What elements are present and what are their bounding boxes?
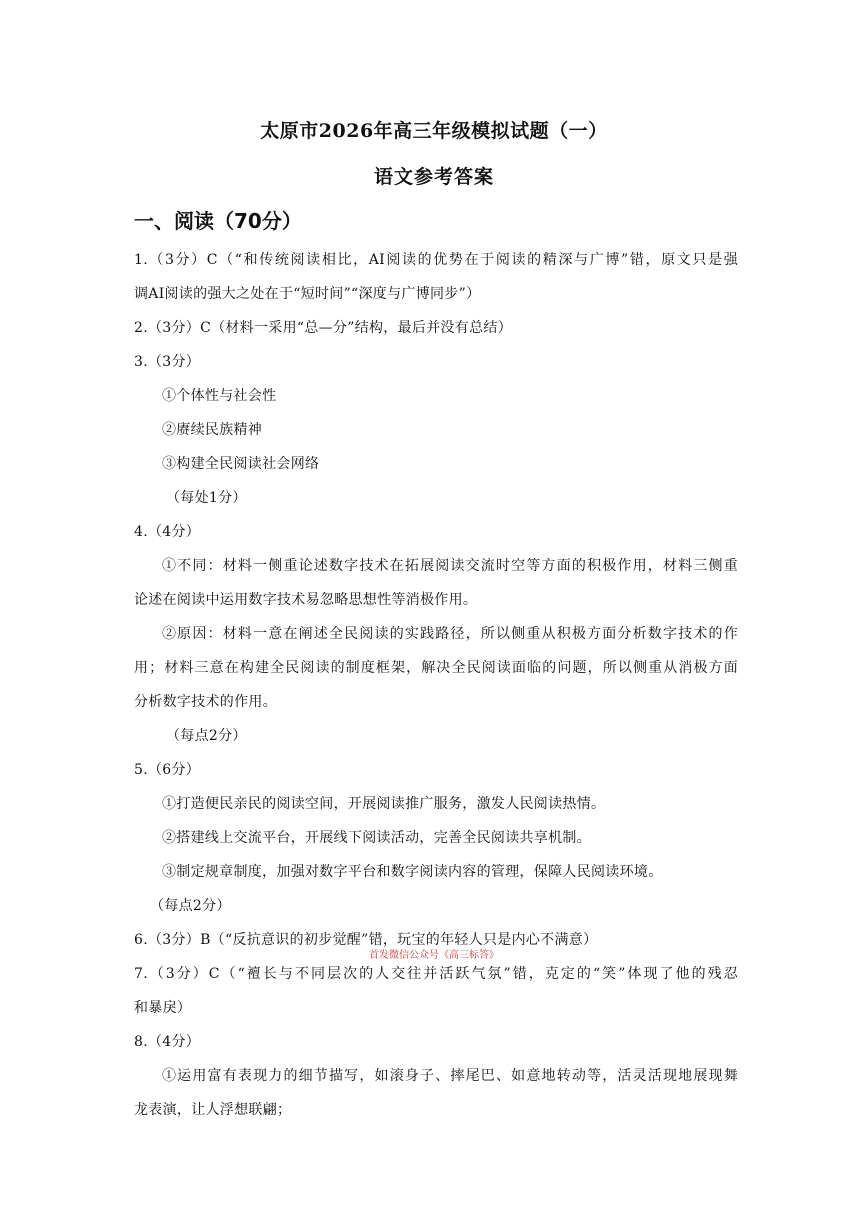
answer-line: ②赓续民族精神	[162, 422, 263, 438]
answer-line: 和暴戾）	[134, 1000, 192, 1016]
answer-line: ②原因：材料一意在阐述全民阅读的实践路径，所以侧重从积极方面分析数字技术的作	[162, 626, 738, 642]
answer-line: 2.（3分）C（材料一采用“总—分”结构，最后并没有总结）	[134, 320, 512, 336]
answer-line: 6.（3分）B（“反抗意识的初步觉醒”错，玩宝的年轻人只是内心不满意）	[134, 932, 598, 948]
answer-line: （每处1分）	[166, 490, 247, 506]
answer-line: 龙表演，让人浮想联翩；	[134, 1102, 292, 1118]
answer-line: ②搭建线上交流平台，开展线下阅读活动，完善全民阅读共享机制。	[162, 830, 591, 846]
answer-line: 调AI阅读的强大之处在于“短时间”“深度与广博同步”）	[134, 286, 481, 302]
answer-line: 8.（4分）	[134, 1034, 201, 1050]
answer-line: 4.（4分）	[134, 524, 201, 540]
document-subtitle: 语文参考答案	[373, 166, 494, 188]
answer-line: ③构建全民阅读社会网络	[162, 456, 320, 472]
answer-line: ③制定规章制度，加强对数字平台和数字阅读内容的管理，保障人民阅读环境。	[162, 864, 663, 880]
answer-line: ①个体性与社会性	[162, 388, 277, 404]
answer-line: 5.（6分）	[134, 762, 201, 778]
section-heading: 一、阅读（70分）	[134, 209, 302, 233]
answer-line: ①打造便民亲民的阅读空间，开展阅读推广服务，激发人民阅读热情。	[162, 796, 606, 812]
answer-line: 分析数字技术的作用。	[134, 694, 277, 710]
answer-line: ①不同：材料一侧重论述数字技术在拓展阅读交流时空等方面的积极作用，材料三侧重	[162, 558, 738, 574]
answer-line: 1.（3分）C（“和传统阅读相比，AI阅读的优势在于阅读的精深与广博”错，原文只是强	[134, 252, 738, 268]
answer-line: （每点2分）	[150, 898, 231, 914]
answer-line: 用；材料三意在构建全民阅读的制度框架，解决全民阅读面临的问题，所以侧重从消极方面	[134, 660, 738, 676]
answer-line: ①运用富有表现力的细节描写，如滚身子、摔尾巴、如意地转动等，活灵活现地展现舞	[162, 1068, 738, 1084]
answer-line: 3.（3分）	[134, 354, 201, 370]
answer-line: 7.（3分）C（“襢长与不同层次的人交往并活跃气氛”错，克定的“笑”体现了他的残忍	[134, 966, 738, 982]
answer-line: 论述在阅读中运用数字技术易忽略思想性等消极作用。	[134, 592, 478, 608]
answer-line: （每点2分）	[166, 728, 247, 744]
watermark-text: 首发微信公众号《高三标答》	[369, 950, 499, 961]
document-title: 太原市2026年高三年级模拟试题（一）	[260, 120, 608, 142]
